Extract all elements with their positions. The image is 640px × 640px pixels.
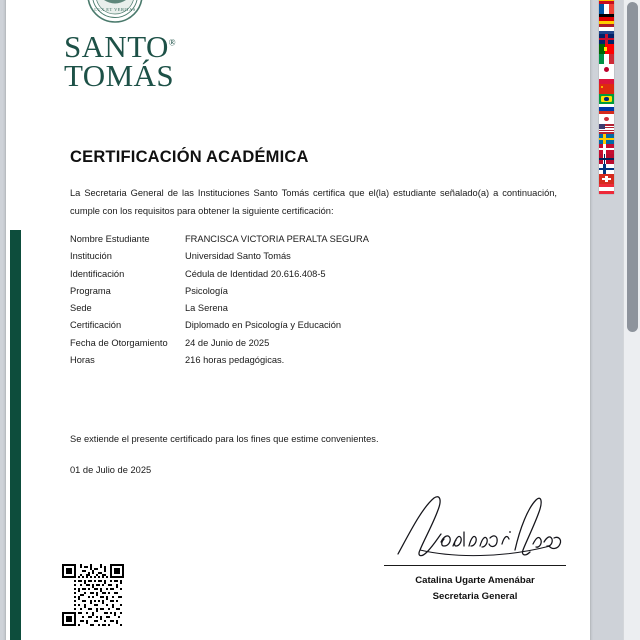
field-value: La Serena [185,303,228,314]
language-flag-selector[interactable] [599,0,614,194]
field-label: Nombre Estudiante [70,234,150,244]
field-value: FRANCISCA VICTORIA PERALTA SEGURA [185,234,369,244]
signatory-role: Secretaria General [432,590,518,602]
flag-germany[interactable] [599,14,614,24]
closing-statement: Se extiende el presente certificado para los fines que estime convenientes. [70,434,379,444]
table-row [70,286,490,303]
flag-finland[interactable] [599,164,614,174]
flag-netherlands[interactable] [599,24,614,34]
field-value: 216 horas pedagógicas. [185,355,285,366]
field-label: Fecha de Otorgamiento [70,337,168,348]
field-value: Psicología [185,285,228,296]
flag-italy[interactable] [599,54,614,64]
university-seal-icon [86,0,144,24]
field-label: Institución [70,251,112,262]
flag-uk[interactable] [599,34,614,44]
flag-russia[interactable] [599,104,614,114]
flag-usa[interactable] [599,124,614,134]
wordmark-line1: SANTO [64,29,169,64]
flag-norway[interactable] [599,154,614,164]
certificate-fields-table [70,234,490,372]
scrollbar-thumb[interactable] [627,2,638,332]
field-value: 24 de Junio de 2025 [185,337,270,348]
flag-brazil[interactable] [599,94,614,104]
flag-portugal[interactable] [599,44,614,54]
signature-rule [384,565,566,566]
flag-korea[interactable] [599,114,614,124]
field-label: Programa [70,285,111,296]
signature-block [384,492,566,605]
brand-masthead [64,0,304,94]
field-label: Certificación [70,320,122,331]
field-value: Diplomado en Psicología y Educación [185,320,342,331]
svg-text:LUX ET VERITAS: LUX ET VERITAS [94,7,136,12]
table-row [70,251,490,268]
flag-france[interactable] [599,4,614,14]
field-label: Sede [70,303,92,314]
page-title: CERTIFICACIÓN ACADÉMICA [70,148,309,166]
table-row [70,355,490,372]
flag-sweden[interactable] [599,134,614,144]
wordmark-line2: TOMÁS [64,58,174,94]
field-label: Horas [70,355,95,366]
table-row [70,320,490,337]
wordmark [64,29,304,94]
certificate-page [6,0,590,640]
flag-poland[interactable] [599,74,614,84]
flag-denmark[interactable] [599,144,614,154]
table-row [70,303,490,320]
qr-code-icon[interactable] [62,564,124,626]
flag-switzerland[interactable] [599,174,614,184]
table-row [70,338,490,355]
table-row [70,234,490,251]
issue-date: 01 de Julio de 2025 [70,465,152,475]
left-accent-bar [10,230,21,640]
field-value: Universidad Santo Tomás [185,251,291,262]
registered-mark: ® [168,37,177,48]
field-label: Identificación [70,268,125,279]
flag-japan[interactable] [599,64,614,74]
flag-austria[interactable] [599,184,614,194]
table-row [70,269,490,286]
handwritten-signature-icon [384,492,566,564]
signatory-name: Catalina Ugarte Amenábar [415,575,535,586]
vertical-scrollbar[interactable] [623,0,640,640]
intro-paragraph: La Secretaria General de las Instituciones Santo Tomás certifica que el(la) estudiante señalado(a) a continuación, cumple con los requisitos para obtener la siguiente certificación: [70,188,557,217]
flag-china[interactable] [599,84,614,94]
field-value: Cédula de Identidad 20.616.408-5 [185,268,326,279]
